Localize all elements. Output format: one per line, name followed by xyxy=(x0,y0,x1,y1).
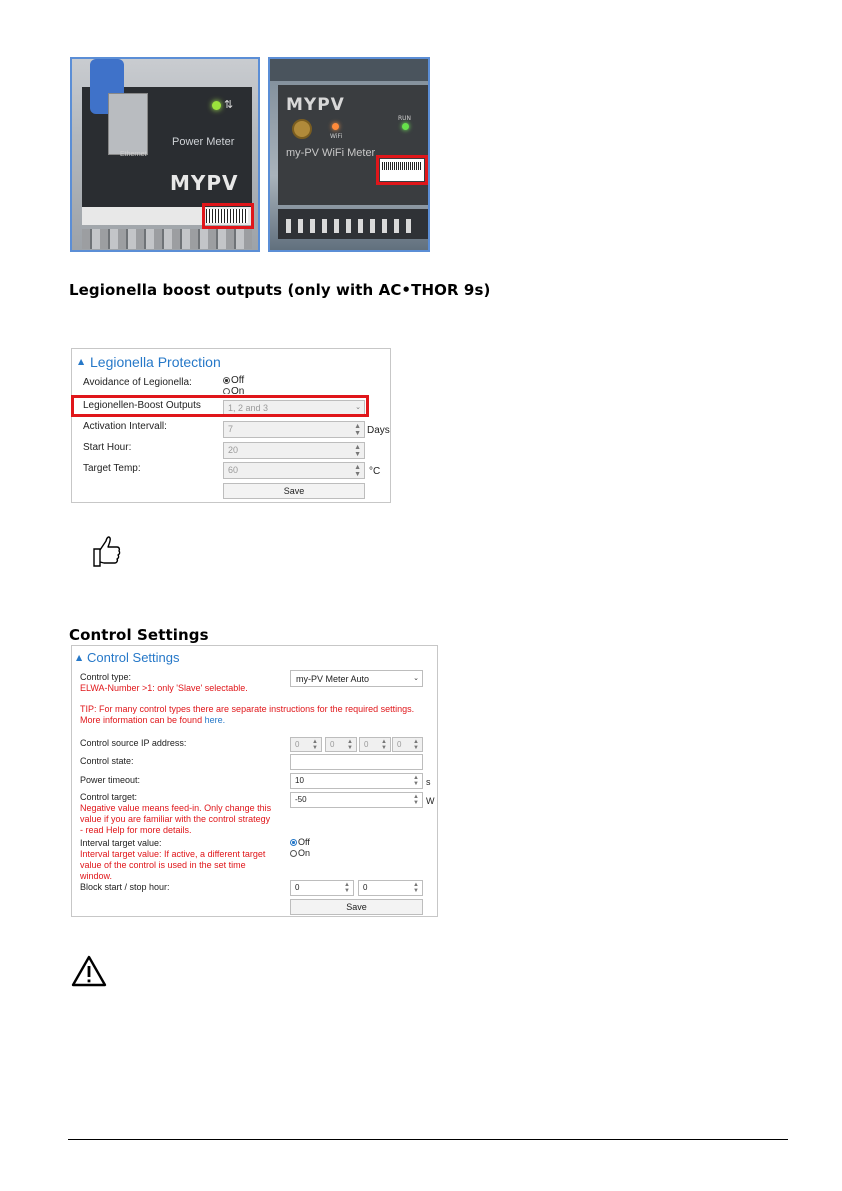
interval-target-note-2: value of the control is used in the set time xyxy=(80,860,246,870)
stepper-icon[interactable]: ▲ ▼ xyxy=(354,423,361,437)
power-meter-label: Power Meter xyxy=(172,136,235,148)
chevron-down-icon: ⌄ xyxy=(355,404,361,411)
outputs-label: Legionellen-Boost Outputs xyxy=(83,400,201,411)
warning-icon xyxy=(71,955,107,987)
control-target-note-1: Negative value means feed-in. Only change this xyxy=(80,803,272,813)
control-state-field xyxy=(290,754,423,770)
control-type-note: ELWA-Number >1: only 'Slave' selectable. xyxy=(80,683,248,693)
stepper-icon[interactable]: ▲ ▼ xyxy=(413,794,419,806)
thumbs-up-icon xyxy=(90,533,122,569)
timeout-unit: s xyxy=(426,777,431,787)
ip-octet-2[interactable]: 0 ▲ ▼ xyxy=(325,737,357,752)
ip-label: Control source IP address: xyxy=(80,738,187,748)
barcode-highlight xyxy=(202,203,254,229)
control-target-note-2: value if you are familiar with the control strategy xyxy=(80,814,271,824)
run-label: RUN xyxy=(398,115,412,122)
chevron-down-icon: ⌄ xyxy=(413,675,419,682)
stepper-icon[interactable]: ▲ ▼ xyxy=(347,739,353,751)
control-state-label: Control state: xyxy=(80,756,134,766)
stepper-icon[interactable]: ▲ ▼ xyxy=(413,739,419,751)
ip-octet-1[interactable]: 0 ▲ ▼ xyxy=(290,737,322,752)
ip-octet-3[interactable]: 0 ▲ ▼ xyxy=(359,737,391,752)
interval-on-radio[interactable]: On xyxy=(290,848,310,858)
interval-target-note-3: window. xyxy=(80,871,113,881)
target-temp-input[interactable]: 60 ▲ ▼ xyxy=(223,462,365,479)
control-heading: Control Settings xyxy=(69,626,209,644)
control-target-note-3: - read Help for more details. xyxy=(80,825,192,835)
stepper-icon[interactable]: ▲ ▼ xyxy=(312,739,318,751)
stepper-icon[interactable]: ▲ ▼ xyxy=(381,739,387,751)
block-hour-label: Block start / stop hour: xyxy=(80,882,170,892)
device-name-label: my-PV WiFi Meter xyxy=(286,147,376,159)
arrows-icon: ⇅ xyxy=(224,98,234,111)
mypv-logo: MYPV xyxy=(286,95,345,115)
run-led-icon xyxy=(402,123,409,130)
start-hour-input[interactable]: 20 ▲ ▼ xyxy=(223,442,365,459)
interval-unit: Days xyxy=(367,425,390,436)
interval-input[interactable]: 7 ▲ ▼ xyxy=(223,421,365,438)
mypv-logo: MYPV xyxy=(170,171,239,195)
control-panel xyxy=(71,645,438,917)
ethernet-label: Ethernet xyxy=(120,151,147,158)
save-button[interactable]: Save xyxy=(290,899,423,915)
interval-target-note-1: Interval target value: If active, a different target xyxy=(80,849,266,859)
power-timeout-label: Power timeout: xyxy=(80,775,141,785)
collapse-icon[interactable]: ▲ xyxy=(76,653,83,662)
start-hour-label: Start Hour: xyxy=(83,442,132,453)
stepper-icon[interactable]: ▲ ▼ xyxy=(354,444,361,458)
legionella-panel xyxy=(71,348,391,503)
wifi-led-icon xyxy=(332,123,339,130)
interval-target-label: Interval target value: xyxy=(80,838,162,848)
legionella-heading: Legionella boost outputs (only with AC•THOR 9s) xyxy=(69,281,491,299)
avoidance-label: Avoidance of Legionella: xyxy=(83,377,192,388)
target-temp-label: Target Temp: xyxy=(83,463,141,474)
panel-title: Control Settings xyxy=(87,650,180,665)
status-led-icon xyxy=(212,101,221,110)
wifi-label: WiFi xyxy=(330,133,343,140)
control-target-input[interactable]: -50 ▲ ▼ xyxy=(290,792,423,808)
stepper-icon[interactable]: ▲ ▼ xyxy=(413,775,419,787)
stepper-icon[interactable]: ▲ ▼ xyxy=(344,882,350,894)
control-type-label: Control type: xyxy=(80,672,132,682)
outputs-select[interactable]: 1, 2 and 3 ⌄ xyxy=(223,400,365,415)
control-type-select[interactable]: my-PV Meter Auto ⌄ xyxy=(290,670,423,687)
power-meter-photo xyxy=(70,57,260,252)
block-start-input[interactable]: 0 ▲ ▼ xyxy=(290,880,354,896)
avoidance-off-radio[interactable]: Off xyxy=(223,375,244,386)
avoidance-on-radio[interactable]: On xyxy=(223,386,244,394)
block-stop-input[interactable]: 0 ▲ ▼ xyxy=(358,880,423,896)
temp-unit: °C xyxy=(369,466,381,477)
interval-off-radio[interactable]: Off xyxy=(290,837,310,847)
wifi-meter-photo xyxy=(268,57,430,252)
stepper-icon[interactable]: ▲ ▼ xyxy=(354,464,361,478)
footer-rule xyxy=(68,1139,788,1140)
sticker-highlight xyxy=(376,155,428,185)
save-button[interactable]: Save xyxy=(223,483,365,499)
tip-text-more: More information can be found here. xyxy=(80,715,226,725)
interval-label: Activation Intervall: xyxy=(83,421,167,432)
stepper-icon[interactable]: ▲ ▼ xyxy=(413,882,419,894)
antenna-icon xyxy=(292,119,312,139)
control-target-label: Control target: xyxy=(80,792,138,802)
collapse-icon[interactable]: ▲ xyxy=(78,357,85,366)
ip-octet-4[interactable]: 0 ▲ ▼ xyxy=(392,737,423,752)
target-unit: W xyxy=(426,796,435,806)
tip-link[interactable]: here. xyxy=(204,715,226,725)
power-timeout-input[interactable]: 10 ▲ ▼ xyxy=(290,773,423,789)
panel-title: Legionella Protection xyxy=(90,354,221,370)
tip-text: TIP: For many control types there are separate instructions for the required settings. xyxy=(80,704,415,714)
outputs-highlight xyxy=(71,395,369,417)
